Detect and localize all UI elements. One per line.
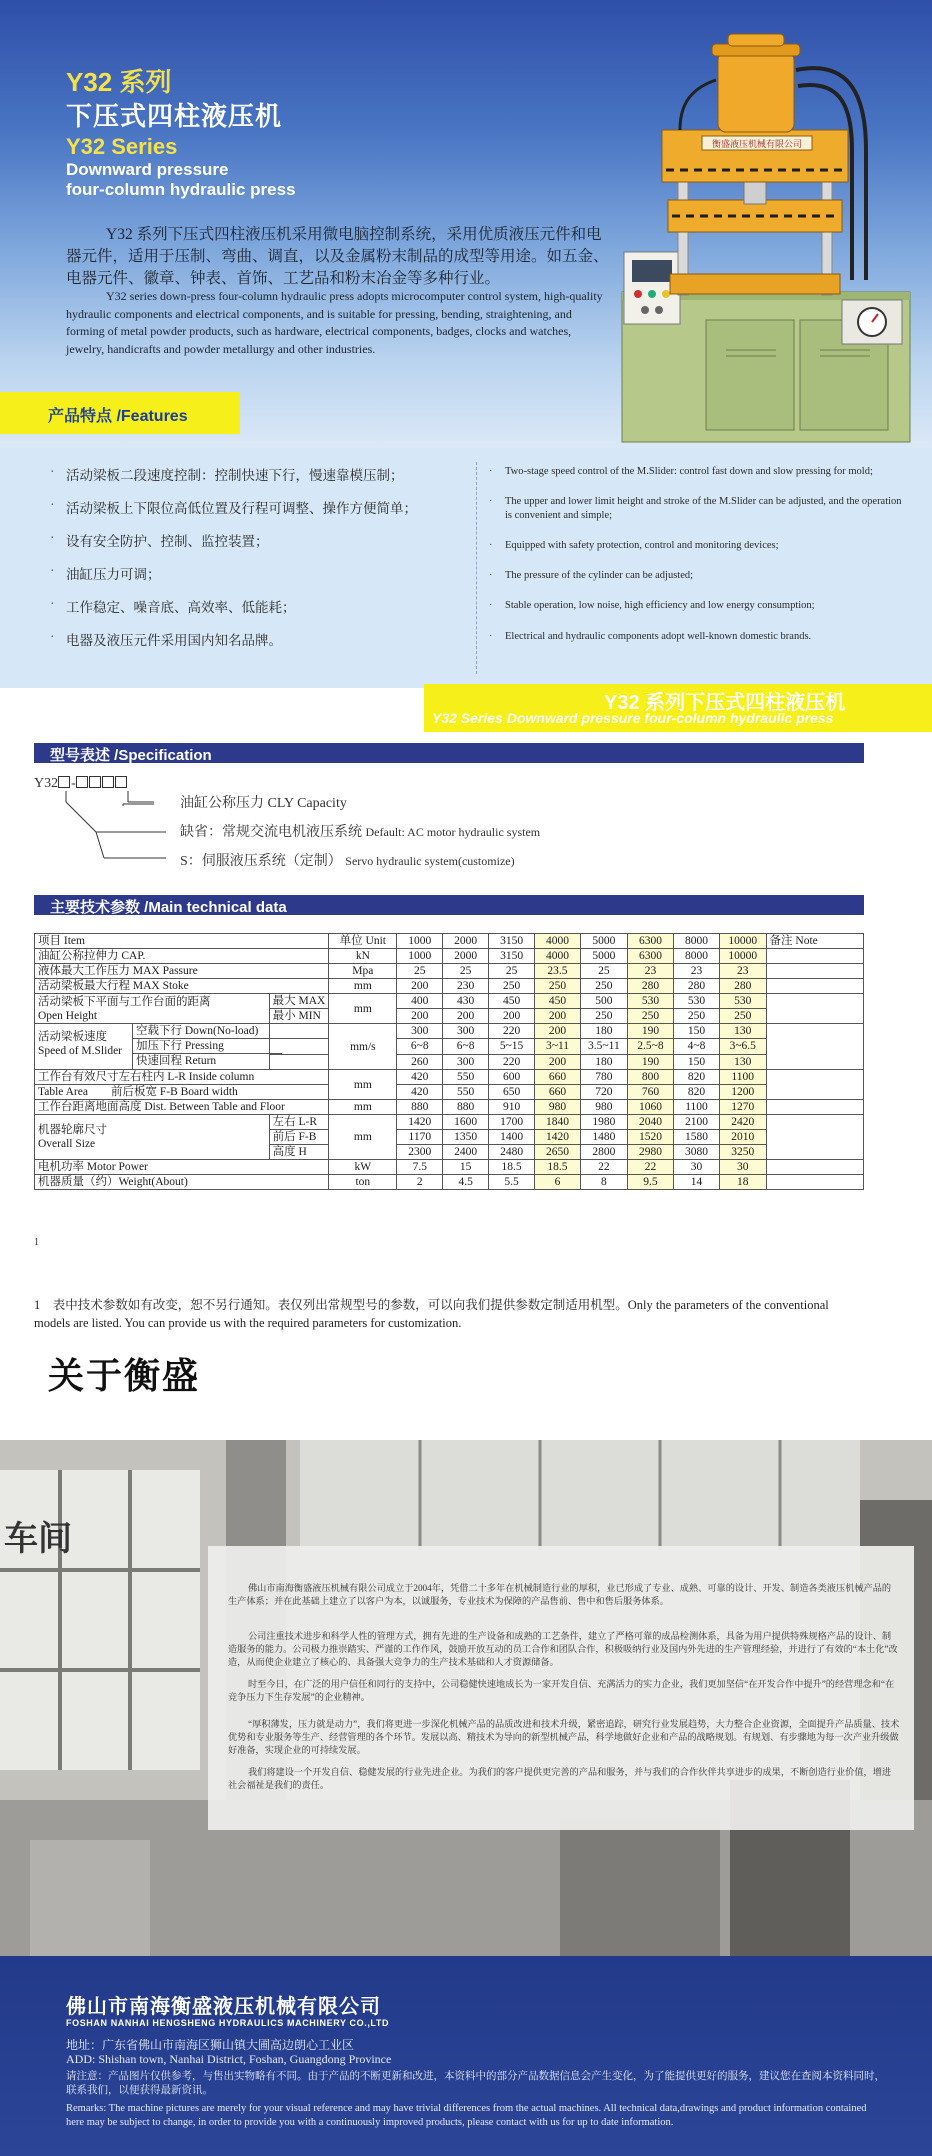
table-row: 工作台距离地面高度 Dist. Between Table and Floor mm 880 880 910 980 980 1060 1100 1270 [35, 1100, 864, 1115]
servo-system-legend: S：伺服液压系统（定制） Servo hydraulic system(customize) [180, 854, 515, 869]
table-row: 高度 H 2300 2400 2480 2650 2800 2980 3080 3250 [35, 1145, 864, 1160]
capacity-legend: 油缸公称压力 CLY Capacity [180, 796, 347, 811]
table-header-row [35, 934, 864, 949]
address-cn: 地址：广东省佛山市南海区狮山镇大圃高边朗心工业区 [66, 2038, 355, 2052]
product-description-en: Y32 series down-press four-column hydraulic press adopts microcomputer control system, high-quality hydraulic components and electrical components, and is suitable for pressing, bending, straightening, and forming of metal powder products, such as hardware, electrical components, badges, clocks and watches, jewelry, handicrafts and powder metallurgy and other industries. [66, 289, 603, 356]
feature-item-cn: · 电器及液压元件采用国内知名品牌。 [50, 629, 282, 648]
feature-item-cn: · 油缸压力可调； [50, 563, 161, 582]
feature-item-en: · Electrical and hydraulic components adopt well-known domestic brands. [489, 631, 812, 642]
header-model: 4000 [535, 934, 581, 949]
header-unit: 单位 Unit [329, 934, 397, 949]
product-banner-cn: Y32 系列下压式四柱液压机 [604, 692, 846, 714]
header-note: 备注 Note [766, 934, 863, 949]
machine-nameplate: 衡盛液压机械有限公司 [711, 140, 803, 150]
feature-item-cn: · 工作稳定、噪音底、高效率、低能耗； [50, 596, 296, 615]
product-title-en-line1: Downward pressure [66, 160, 229, 179]
table-row: 机器轮廓尺寸 Overall Size 左右 L-R mm 1420 1600 1700 1840 1980 2040 2100 2420 [35, 1115, 864, 1130]
table-row: 活动梁板下平面与工作台面的距离 Open Height 最大 MAX mm 400 430 450 450 500 530 530 530 [35, 994, 864, 1009]
tech-data-title: 主要技术参数 /Main technical data [50, 899, 287, 916]
feature-item-cn: · 活动梁板上下限位高低位置及行程可调整、操作方便简单； [50, 497, 417, 516]
table-row: 最小 MIN 200 200 200 200 250 250 250 250 [35, 1009, 864, 1024]
about-paragraph: 佛山市南海衡盛液压机械有限公司成立于2004年，凭借二十多年在机械制造行业的厚积，业已形成了专业、成熟、可靠的设计、开发、制造各类液压机械产品的生产体系；并在此基础上建立了以客户为本，以诚服务，专业技术为保障的产品售前、售中和售后服务体系。 [228, 1583, 892, 1606]
header-item: 项目 Item [35, 934, 329, 949]
feature-item-en: · Two-stage speed control of the M.Slider: control fast down and slow pressing for mold; [489, 466, 873, 477]
specification-title: 型号表述 /Specification [50, 747, 212, 764]
about-paragraph: 我们将建设一个开发自信、稳健发展的行业先进企业。为我们的客户提供更完善的产品和服务，并与我们的合作伙伴共享进步的成果，不断创造行业价值，增进社会福祉是我们的责任。 [228, 1767, 892, 1790]
company-name-en: FOSHAN NANHAI HENGSHENG HYDRAULICS MACHINERY CO.,LTD [66, 2018, 390, 2028]
feature-item-en: · Stable operation, low noise, high efficiency and low energy consumption; [489, 600, 815, 611]
workshop-sign: 车间 [4, 1519, 72, 1559]
hero-section [0, 0, 932, 450]
feature-item-cn: · 设有安全防护、控制、监控装置； [50, 530, 269, 549]
feature-item-cn: · 活动梁板二段速度控制：控制快速下行，慢速靠模压制； [50, 464, 404, 483]
series-title-en: Y32 Series [66, 134, 178, 159]
remark-cn: 请注意：产品图片仅供参考，与售出实物略有不同。由于产品的不断更新和改进，本资料中的部分产品数据信息会产生变化，为了能提供更好的服务，建议您在查阅本资料同时，联系我们，以便获得最新资讯。 [66, 2071, 885, 2096]
table-footnote: 1 表中技术参数如有改变，恕不另行通知。表仅列出常规型号的参数，可以向我们提供参数定制适用机型。Only the parameters of the conventional models are listed. You can provide us with the required parameters for customization. [34, 1298, 829, 1330]
table-row: 电机功率 Motor Power kW 7.5 15 18.5 18.5 22 22 30 30 [35, 1160, 864, 1175]
address-en: ADD: Shishan town, Nanhai District, Foshan, Guangdong Province [66, 2052, 392, 2066]
feature-item-en: · The pressure of the cylinder can be adjusted; [489, 570, 694, 581]
header-model: 10000 [719, 934, 766, 949]
product-title-en-line2: four-column hydraulic press [66, 180, 296, 199]
about-paragraph: 时至今日，在广泛的用户信任和同行的支持中，公司稳健快速地成长为一家开发自信、充满活力的实力企业，我们更加坚信“在开发合作中提升”的经营理念和“在竞争压力下生存发展”的企业精神。 [228, 1679, 895, 1702]
company-name-cn: 佛山市南海衡盛液压机械有限公司 [66, 1994, 381, 2018]
product-description-cn: Y32 系列下压式四柱液压机采用微电脑控制系统，采用优质液压元件和电器元件，适用于压制、弯曲、调直，以及金属粉末制品的成型等用途。如五金、电器元件、徽章、钟表、首饰、工艺品和粉末冶金等多种行业。 [66, 226, 609, 287]
feature-item-en: · The upper and lower limit height and stroke of the M.Slider can be adjusted, and the operation is convenient and simple; [489, 496, 902, 521]
specification-header [34, 743, 864, 763]
model-code: Y32 - [34, 776, 128, 792]
default-system-legend: 缺省：常规交流电机液压系统 Default: AC motor hydraulic system [180, 825, 541, 840]
table-footnote-mark: 1 [34, 1237, 39, 1248]
tech-data-table [34, 933, 864, 1190]
header-model: 1000 [397, 934, 443, 949]
about-paragraph: “厚积薄发，压力就是动力”，我们将更进一步深化机械产品的品质改进和技术升级，紧密追踪，研究行业发展趋势，大力整合企业资源，全面提升产品质量、技术优势和专业服务等生产、经营管理的各个环节。发展以高、精技术为导向的新型机械产品，科学地做好企业和产品的战略规划。有规划、有步骤地为每一次产业升级做好准备，实现企业的可持续发展。 [228, 1719, 900, 1755]
table-row: Table Area 前后板宽 F-B Board width 420 550 650 660 720 760 820 1200 [35, 1085, 864, 1100]
about-title: 关于衡盛 [48, 1356, 201, 1397]
table-row: 6~8 6~8 5~15 3~11 3.5~11 2.5~8 4~8 3~6.5 [35, 1039, 864, 1054]
table-row: 液体最大工作压力 MAX Passure Mpa 25 25 25 23.5 25 23 23 23 [35, 964, 864, 979]
table-row: 260 300 220 200 180 190 150 130 [35, 1054, 864, 1069]
remark-en: Remarks: The machine pictures are merely for your visual reference and may have trivial differences from the actual machines. All technical data,drawings and product information contained here may be subject to change, in order to provide you with a continuously improved products, please contact with us for up to date information. [66, 2103, 867, 2128]
tech-data-header [34, 895, 864, 915]
features-divider [476, 462, 477, 674]
header-model: 3150 [489, 934, 535, 949]
about-paragraph: 公司注重技术进步和科学人性的管理方式，拥有先进的生产设备和成熟的工艺条件，建立了严格可靠的成品检测体系，具备为用户提供特殊规格产品的设计、制造服务的能力。公司极力推崇踏实、严谨的工作作风，鼓励开放互动的员工合作和团队合作，积极吸纳行业及国内外先进的生产管理经验，并进行了有效的“本土化”改造，从而使企业建立了核心的、具备强大竞争力的生产技术基础和人才资源储备。 [228, 1631, 898, 1667]
header-model: 8000 [674, 934, 720, 949]
table-row: 工作台有效尺寸左右柱内 L-R Inside column mm 420 550 600 660 780 800 820 1100 [35, 1070, 864, 1085]
table-row: 油缸公称拉伸力 CAP. kN 1000 2000 3150 4000 5000 6300 8000 10000 [35, 949, 864, 964]
product-banner-en: Y32 Series Downward pressure four-column hydraulic press [432, 710, 834, 726]
header-model: 5000 [580, 934, 627, 949]
hydraulic-press-image [616, 30, 916, 450]
header-model: 2000 [443, 934, 489, 949]
table-row: 前后 F-B 1170 1350 1400 1420 1480 1520 1580 2010 [35, 1130, 864, 1145]
table-row: 活动梁板最大行程 MAX Stoke mm 200 230 250 250 250 280 280 280 [35, 979, 864, 994]
legend-leader-lines [34, 774, 194, 884]
model-code-legend [34, 774, 634, 884]
series-title-cn: Y32 系列 [66, 67, 172, 97]
product-title-cn: 下压式四柱液压机 [66, 101, 283, 131]
header-model: 6300 [627, 934, 673, 949]
table-row: 机器质量（约）Weight(About) ton 2 4.5 5.5 6 8 9.5 14 18 [35, 1175, 864, 1190]
table-row: 活动梁板速度 Speed of M.Slider 空载下行 Down(No-load) 加压下行 Pressing 快速回程 Return mm/s 300 300 220 200 180 190 150 130 [35, 1024, 864, 1039]
feature-item-en: · Equipped with safety protection, control and monitoring devices; [489, 540, 779, 551]
features-title: 产品特点 /Features [48, 408, 188, 425]
